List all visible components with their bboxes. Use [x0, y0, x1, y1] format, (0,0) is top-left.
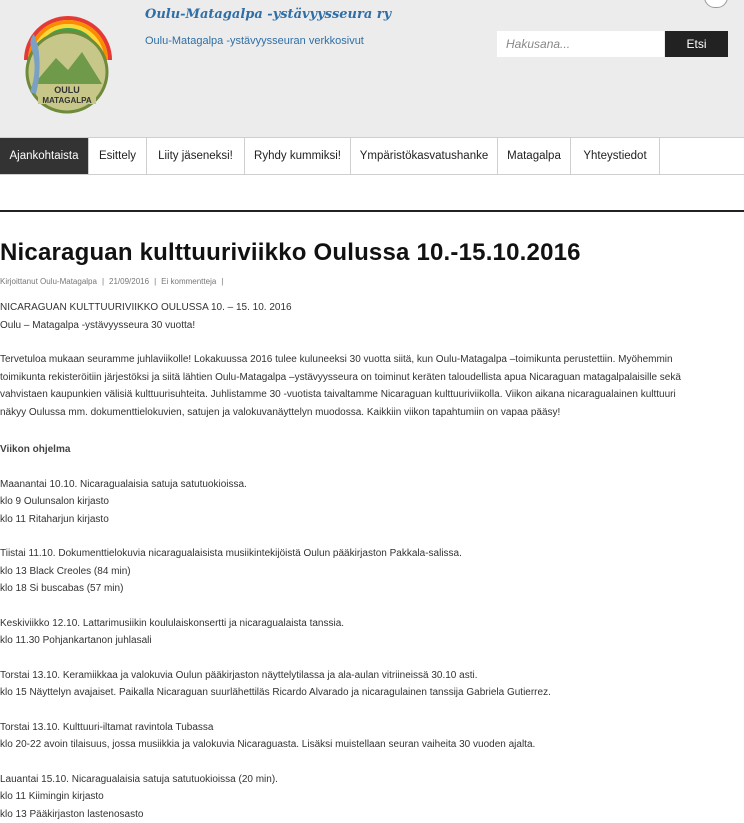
- paragraph-line: toimikunta rekisteröitiin järjestöksi ja siitä lähtien Oulu-Matagalpa –ystävyysseura on toiminut keräten taloudellista apua Nicaraguan matagalpalaisille sekä: [0, 369, 744, 387]
- meta-separator: |: [221, 277, 223, 286]
- program-heading: Viikon ohjelma: [0, 441, 744, 459]
- program-line: klo 9 Oulunsalon kirjasto: [0, 493, 744, 511]
- program-line: klo 13 Black Creoles (84 min): [0, 563, 744, 581]
- program-line: Torstai 13.10. Keramiikkaa ja valokuvia Oulun pääkirjaston näyttelytilassa ja ala-aulan vitriineissä 30.10 asti.: [0, 667, 744, 685]
- intro-line: NICARAGUAN KULTTUURIVIIKKO OULUSSA 10. – 15. 10. 2016: [0, 299, 744, 317]
- meta-separator: |: [154, 277, 156, 286]
- content-divider: [0, 210, 744, 212]
- nav-item-matagalpa[interactable]: Matagalpa: [498, 138, 571, 174]
- program-line: klo 13 Pääkirjaston lastenosasto: [0, 806, 744, 823]
- program-line: klo 20-22 avoin tilaisuus, jossa musiikkia ja valokuvia Nicaraguasta. Lisäksi muistellaan seuran vaiheita 30 vuoden ajalta.: [0, 736, 744, 754]
- nav-item-ajankohtaista[interactable]: Ajankohtaista: [0, 138, 89, 174]
- nav-item-liity[interactable]: Liity jäseneksi!: [147, 138, 245, 174]
- program-line: Keskiviikko 12.10. Lattarimusiikin koululaiskonsertti ja nicaragualaista tanssia.: [0, 615, 744, 633]
- intro-line: Oulu – Matagalpa -ystävyysseura 30 vuotta!: [0, 317, 744, 335]
- logo-text-bottom: MATAGALPA: [42, 96, 92, 105]
- post-title[interactable]: Nicaraguan kulttuuriviikko Oulussa 10.-15.10.2016: [0, 235, 744, 271]
- post-author[interactable]: Kirjoittanut Oulu-Matagalpa: [0, 277, 97, 286]
- post-comments[interactable]: Ei kommentteja: [161, 277, 216, 286]
- program-line: Torstai 13.10. Kulttuuri-iltamat ravintola Tubassa: [0, 719, 744, 737]
- nav-item-yhteystiedot[interactable]: Yhteystiedot: [571, 138, 660, 174]
- nav-item-esittely[interactable]: Esittely: [89, 138, 147, 174]
- paragraph-line: näkyy Oulussa mm. dokumenttielokuvien, satujen ja valokuvanäyttelyn muodossa. Kaikkiin viikon tapahtumiin on vapaa pääsy!: [0, 404, 744, 422]
- site-title[interactable]: Oulu-Matagalpa -ystävyysseura ry: [145, 7, 391, 22]
- nav-item-ymparisto[interactable]: Ympäristökasvatushanke: [351, 138, 498, 174]
- post-meta: [0, 275, 744, 289]
- program-line: Tiistai 11.10. Dokumenttielokuvia nicaragualaisista musiikintekijöistä Oulun pääkirjaston Pakkala-salissa.: [0, 545, 744, 563]
- post: [0, 235, 744, 823]
- paragraph-line: vahvistaen kaupunkien välisiä kulttuurisuhteita. Juhlistamme 30 -vuotista taivaltamme Nicaraguan kulttuuriviikolla. Viikon aikana nicaragualainen kulttuuri: [0, 386, 744, 404]
- program-line: klo 18 Si buscabas (57 min): [0, 580, 744, 598]
- post-date[interactable]: 21/09/2016: [109, 277, 149, 286]
- program-line: Lauantai 15.10. Nicaragualaisia satuja satutuokioissa (20 min).: [0, 771, 744, 789]
- site-logo[interactable]: [16, 0, 118, 123]
- nav-item-kummiksi[interactable]: Ryhdy kummiksi!: [245, 138, 351, 174]
- program-line: klo 11 Kiimingin kirjasto: [0, 788, 744, 806]
- main-nav: [0, 137, 744, 175]
- meta-separator: |: [102, 277, 104, 286]
- post-body: [0, 299, 744, 823]
- corner-toggle-button[interactable]: [704, 0, 728, 8]
- program-line: klo 15 Näyttelyn avajaiset. Paikalla Nicaraguan suurlähettiläs Ricardo Alvarado ja nicaragulainen tanssija Gabriela Gutierrez.: [0, 684, 744, 702]
- search-input[interactable]: [497, 31, 664, 57]
- program-line: Maanantai 10.10. Nicaragualaisia satuja satutuokioissa.: [0, 476, 744, 494]
- site-tagline: Oulu-Matagalpa -ystävyysseuran verkkosivut: [145, 35, 364, 47]
- logo-text-top: OULU: [54, 85, 80, 95]
- search-button[interactable]: Etsi: [665, 31, 728, 57]
- program-line: klo 11 Ritaharjun kirjasto: [0, 511, 744, 529]
- site-header: [0, 0, 744, 137]
- program-line: klo 11.30 Pohjankartanon juhlasali: [0, 632, 744, 650]
- paragraph-line: Tervetuloa mukaan seuramme juhlaviikolle! Lokakuussa 2016 tulee kuluneeksi 30 vuotta siitä, kun Oulu-Matagalpa –toimikunta perustettiin. Myöhemmin: [0, 351, 744, 369]
